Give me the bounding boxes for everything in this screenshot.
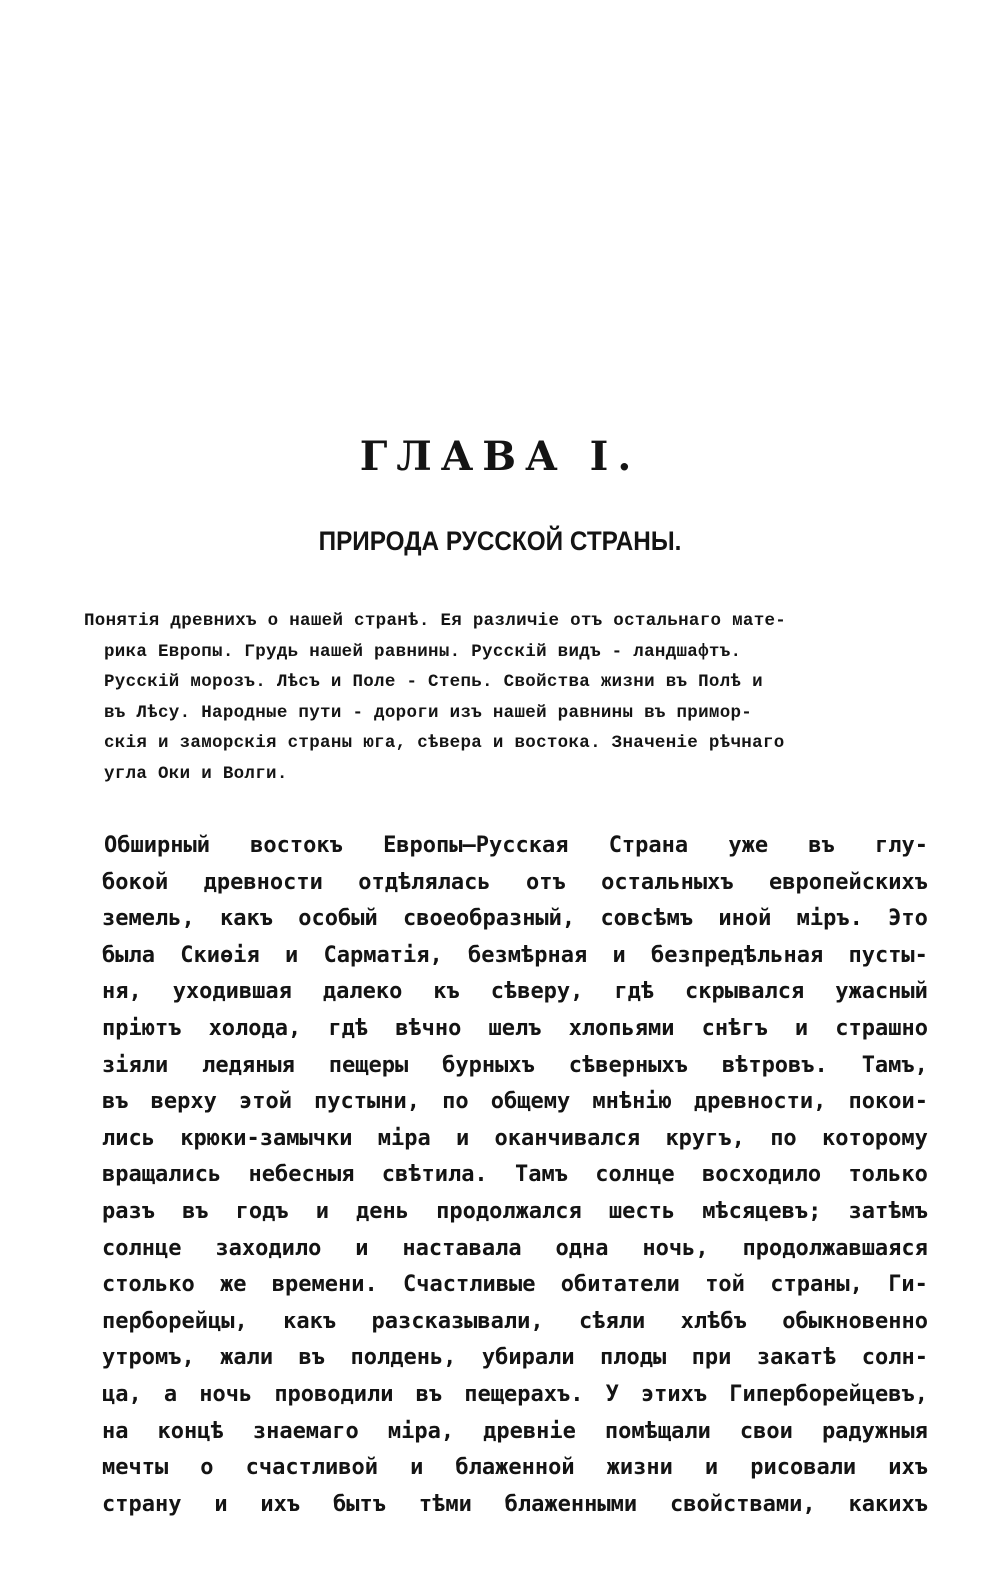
body-word: У <box>605 1381 619 1407</box>
body-word: Это <box>888 906 928 932</box>
body-word: востокъ <box>250 833 343 858</box>
body-word: вращались <box>102 1162 222 1188</box>
body-word: вѣчно <box>395 1015 462 1041</box>
body-word: покои- <box>848 1089 928 1115</box>
body-word: одна <box>555 1235 609 1261</box>
body-word: перборейцы, <box>102 1308 248 1334</box>
body-word: иной <box>718 906 772 932</box>
summary-line: въ Лѣсу. Народные пути - дороги изъ нашей равнины въ примор- <box>104 702 753 723</box>
body-word: Обширный <box>104 833 210 858</box>
body-word: и <box>794 1015 809 1041</box>
body-word: мечты <box>102 1455 169 1481</box>
body-line <box>102 1414 928 1451</box>
body-word: отдѣлялась <box>358 869 491 895</box>
body-word: закатѣ <box>756 1345 837 1371</box>
body-word: Гиперборейцевъ, <box>729 1381 928 1407</box>
body-word: свои <box>739 1418 793 1444</box>
body-word: холода, <box>208 1015 302 1041</box>
body-word: этой <box>238 1089 292 1115</box>
body-word: годъ <box>235 1198 289 1224</box>
body-word: безмѣрная <box>468 942 588 968</box>
body-word: а <box>163 1381 178 1407</box>
body-word: обитатели <box>560 1272 680 1298</box>
body-word: древности, <box>693 1089 827 1115</box>
body-word: сѣяли <box>579 1308 646 1334</box>
body-line <box>102 1231 928 1268</box>
body-word: пещеры <box>328 1052 409 1078</box>
body-word: времени. <box>271 1272 378 1298</box>
body-word: въ <box>808 833 835 858</box>
body-word: жизни <box>606 1455 673 1481</box>
body-word: проводили <box>274 1381 394 1407</box>
body-line <box>102 828 928 865</box>
body-word: тѣми <box>418 1491 472 1517</box>
body-word: наставала <box>402 1235 522 1261</box>
body-word: ня, <box>102 979 142 1005</box>
body-word: заходило <box>215 1235 322 1261</box>
body-word: уходившая <box>172 979 292 1005</box>
body-word: остальныхъ <box>601 869 734 895</box>
body-line <box>102 901 928 938</box>
body-word: сѣверу, <box>490 979 584 1005</box>
body-line <box>102 1084 928 1121</box>
summary-line: Понятія древнихъ о нашей странѣ. Ея различіе отъ остальнаго мате- <box>84 611 787 631</box>
body-word: блаженными <box>504 1491 638 1517</box>
summary-line: Русскій морозъ. Лѣсъ и Поле - Степь. Свойства жизни въ Полѣ и <box>104 672 763 692</box>
body-word: по <box>770 1125 797 1151</box>
body-word: затѣмъ <box>848 1198 928 1224</box>
body-word: и <box>704 1455 719 1481</box>
body-word: о <box>200 1455 214 1481</box>
summary-line: скія и заморскія страны юга, сѣвера и востока. Значеніе рѣчнаго <box>104 733 785 753</box>
body-word: бытъ <box>333 1491 386 1517</box>
body-word: въ <box>298 1345 326 1371</box>
body-word: оканчивался <box>494 1125 641 1151</box>
body-word: глу- <box>874 833 928 858</box>
body-word: же <box>219 1272 247 1298</box>
body-line <box>102 1340 928 1377</box>
body-word: разсказывали, <box>371 1308 544 1334</box>
body-word: и <box>285 942 299 968</box>
body-word: свойствами, <box>669 1491 816 1517</box>
body-line <box>102 974 928 1011</box>
body-word: Скиѳія <box>180 942 260 968</box>
body-word: этихъ <box>640 1381 708 1407</box>
chapter-summary <box>84 606 930 789</box>
body-word: скрывался <box>685 979 805 1005</box>
body-word: ледяныя <box>202 1052 295 1078</box>
body-word: зіяли <box>102 1052 169 1078</box>
body-word: къ <box>433 979 460 1005</box>
body-word: солнце <box>595 1162 675 1188</box>
body-word: міра <box>377 1125 431 1151</box>
body-line <box>102 1487 928 1524</box>
body-word: и <box>410 1455 424 1481</box>
body-word: бокой <box>102 869 169 895</box>
body-word: ужасный <box>835 979 928 1005</box>
body-line <box>102 1194 928 1231</box>
body-word: радужныя <box>821 1418 928 1444</box>
body-word: страшно <box>835 1015 928 1041</box>
body-word: и <box>315 1198 329 1224</box>
body-word: міръ. <box>796 906 863 932</box>
body-word: безпредѣльная <box>651 942 824 968</box>
body-word: мнѣнію <box>592 1089 672 1115</box>
body-word: солн- <box>861 1345 928 1371</box>
body-word: блаженной <box>455 1455 575 1481</box>
body-word: продолжался <box>436 1198 582 1224</box>
summary-line: рика Европы. Грудь нашей равнины. Русскій видъ - ландшафтъ. <box>104 641 742 662</box>
body-word: полдень, <box>350 1345 457 1371</box>
body-word: далеко <box>322 979 403 1005</box>
body-word: Страна <box>608 833 689 858</box>
body-word: какъ <box>219 906 273 932</box>
body-word: восходило <box>701 1162 822 1188</box>
body-word: свѣтила. <box>381 1162 488 1188</box>
body-word: и <box>355 1235 369 1261</box>
body-word: по <box>442 1089 469 1115</box>
body-word: утромъ, <box>102 1345 195 1371</box>
body-word: въ <box>182 1198 209 1224</box>
body-word: шесть <box>608 1198 676 1224</box>
body-word: разъ <box>102 1198 155 1224</box>
body-word: древности <box>203 869 323 895</box>
body-word: той <box>705 1272 745 1298</box>
body-word: гдѣ <box>614 979 655 1005</box>
body-line <box>102 1377 928 1414</box>
body-line <box>102 938 928 975</box>
body-word: древніе <box>483 1418 576 1444</box>
body-word: ихъ <box>888 1455 928 1481</box>
body-word: отъ <box>526 869 566 895</box>
body-word: европейскихъ <box>768 869 928 895</box>
body-word: на <box>102 1418 129 1444</box>
body-word: бурныхъ <box>442 1052 535 1078</box>
body-word: жали <box>220 1345 274 1371</box>
body-word: плоды <box>600 1345 667 1371</box>
body-word: и <box>455 1125 470 1151</box>
body-word: ночь <box>199 1381 253 1407</box>
body-word: и <box>214 1491 228 1517</box>
body-word: земель, <box>102 906 195 932</box>
body-word: Сарматія, <box>323 942 443 968</box>
chapter-body <box>102 828 928 1523</box>
body-word: своеобразный, <box>402 906 576 932</box>
body-word: какихъ <box>848 1491 928 1517</box>
body-word: вѣтровъ. <box>721 1052 828 1078</box>
body-word: продолжавшаяся <box>742 1235 928 1261</box>
body-word: ночь, <box>642 1235 709 1261</box>
body-word: особый <box>298 906 378 932</box>
chapter-title: ПРИРОДА РУССКОЙ СТРАНЫ. <box>318 526 682 556</box>
body-word: счастливой <box>245 1455 379 1481</box>
chapter-heading: ГЛАВА I. <box>359 433 641 480</box>
body-word: солнце <box>102 1235 182 1261</box>
body-word: рисовали <box>750 1455 857 1481</box>
body-word: Европы—Русская <box>383 833 569 858</box>
body-word: убирали <box>481 1345 575 1371</box>
body-word: только <box>848 1162 928 1188</box>
body-word: въ <box>415 1381 443 1407</box>
body-word: верху <box>150 1089 217 1115</box>
body-word: пріютъ <box>102 1015 182 1041</box>
body-word: столько <box>102 1272 195 1298</box>
body-word: гдѣ <box>328 1015 369 1041</box>
body-word: сѣверныхъ <box>568 1052 688 1078</box>
body-word: хлѣбъ <box>680 1308 747 1334</box>
body-word: страны, <box>770 1272 863 1298</box>
body-word: хлопьями <box>568 1015 675 1041</box>
body-word: міра, <box>387 1418 455 1444</box>
body-word: Ги- <box>888 1272 928 1298</box>
body-word: которому <box>821 1125 928 1151</box>
body-line <box>102 1048 928 1085</box>
body-word: ихъ <box>260 1491 301 1517</box>
body-word: Тамъ <box>514 1162 568 1188</box>
body-word: совсѣмъ <box>600 906 694 932</box>
body-line <box>102 1121 928 1158</box>
body-word: знаемаго <box>252 1418 359 1444</box>
body-word: и <box>612 942 626 968</box>
body-word: въ <box>102 1089 129 1115</box>
body-line <box>102 1304 928 1341</box>
body-word: какъ <box>283 1308 337 1334</box>
body-word: общему <box>490 1089 571 1115</box>
body-word: мѣсяцевъ; <box>702 1198 822 1224</box>
body-line <box>102 865 928 902</box>
body-word: помѣщали <box>604 1418 711 1444</box>
body-word: пещерахъ. <box>464 1381 584 1407</box>
body-word: была <box>102 942 155 968</box>
body-word: кругъ, <box>665 1125 745 1151</box>
body-word: концѣ <box>157 1418 224 1444</box>
body-word: снѣгъ <box>701 1015 768 1041</box>
body-line <box>102 1450 928 1487</box>
body-word: уже <box>728 833 769 858</box>
summary-line: угла Оки и Волги. <box>104 763 288 784</box>
body-word: страну <box>102 1491 182 1517</box>
body-line <box>102 1157 928 1194</box>
body-word: обыкновенно <box>782 1308 928 1334</box>
body-word: пусты- <box>848 942 928 968</box>
body-line <box>102 1011 928 1048</box>
body-word: шелъ <box>488 1015 542 1041</box>
body-word: лись <box>102 1125 155 1151</box>
body-word: Тамъ, <box>861 1052 928 1078</box>
body-word: крюки-замычки <box>180 1125 353 1151</box>
body-word: день <box>356 1198 410 1224</box>
body-word: небесныя <box>248 1162 355 1188</box>
body-word: при <box>691 1345 732 1371</box>
body-line <box>102 1267 928 1304</box>
body-word: пустыни, <box>314 1089 421 1115</box>
body-word: Счастливые <box>402 1272 536 1298</box>
body-word: ца, <box>102 1381 142 1407</box>
